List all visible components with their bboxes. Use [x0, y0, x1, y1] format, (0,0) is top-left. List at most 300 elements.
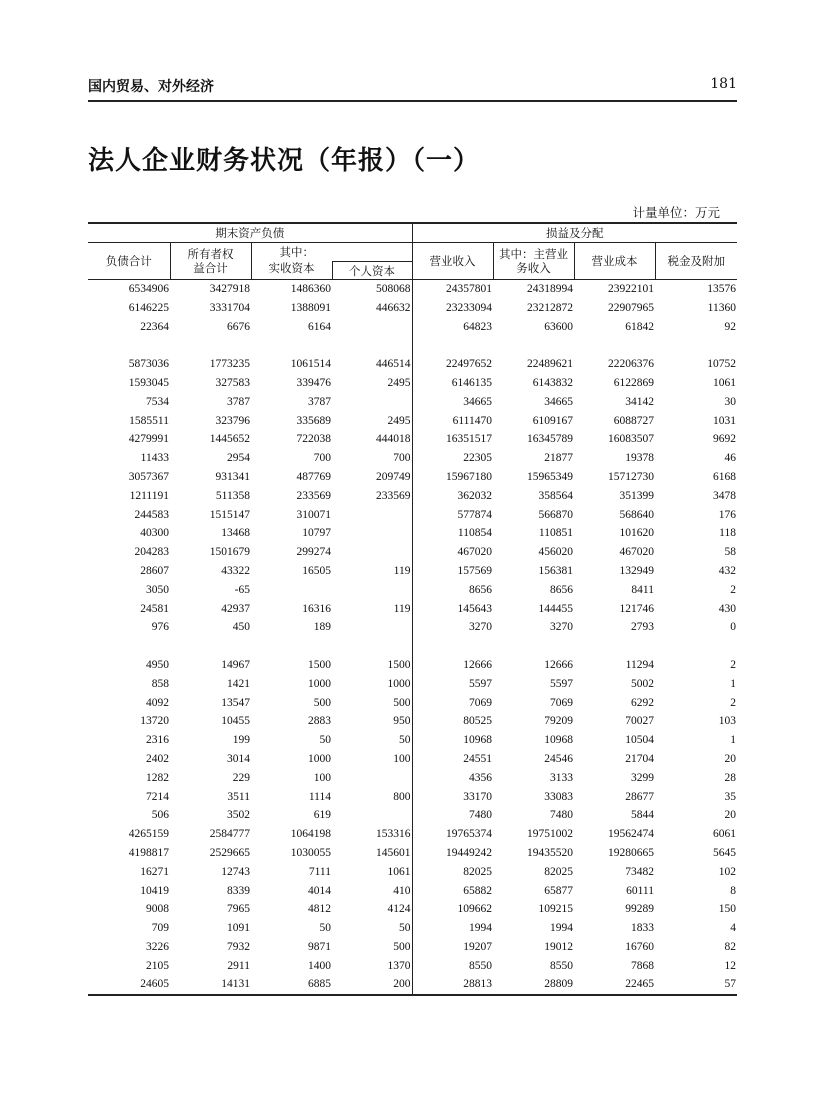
table-cell: 22305 — [412, 449, 493, 468]
table-cell: 1211191 — [129, 489, 169, 502]
table-cell: 19378 — [625, 452, 654, 465]
table-row — [88, 675, 737, 694]
table-cell: 16271 — [140, 865, 169, 878]
table-row — [88, 581, 737, 600]
table-cell: 189 — [313, 621, 331, 634]
table-cell: 19765374 — [412, 825, 493, 844]
table-cell: 145601 — [376, 846, 411, 859]
table-cell: 200 — [332, 975, 412, 995]
table-cell: 467020 — [412, 543, 493, 562]
table-cell: 46 — [724, 452, 736, 465]
table-cell: 42937 — [221, 602, 250, 615]
table-cell: 467020 — [619, 546, 654, 559]
table-cell: 3133 — [550, 771, 573, 784]
table-cell: 1061514 — [290, 358, 331, 371]
table-row — [88, 863, 737, 882]
table-cell: 4279991 — [128, 433, 169, 446]
table-cell: 410 — [393, 884, 411, 897]
table-cell: 19449242 — [412, 844, 493, 863]
table-cell: 100 — [393, 752, 411, 765]
table-cell: 1061 — [713, 376, 736, 389]
table-cell — [251, 637, 332, 656]
table-row — [88, 600, 737, 619]
table-cell: 4 — [730, 922, 736, 935]
table-cell: 24546 — [544, 752, 573, 765]
table-cell: 1500 — [308, 658, 331, 671]
table-cell: 6143832 — [532, 376, 573, 389]
table-cell: 2105 — [146, 959, 169, 972]
table-cell: 57 — [655, 975, 737, 995]
table-cell: 8339 — [227, 884, 250, 897]
table-cell: 204283 — [134, 546, 169, 559]
table-row — [88, 449, 737, 468]
table-cell: 79209 — [544, 715, 573, 728]
table-row — [88, 656, 737, 675]
table-cell: 33170 — [412, 788, 493, 807]
table-row — [88, 618, 737, 637]
table-cell — [332, 769, 412, 788]
table-row — [88, 637, 737, 656]
table-cell: 73482 — [625, 865, 654, 878]
table-cell: 2954 — [227, 452, 250, 465]
table-row — [88, 788, 737, 807]
table-cell: 3331704 — [209, 301, 250, 314]
table-cell: 12666 — [544, 658, 573, 671]
col-header-of-which — [251, 243, 412, 262]
table-cell: 6109167 — [532, 414, 573, 427]
col-header-total-liabilities: 负债合计 — [88, 243, 170, 280]
table-cell: 109662 — [412, 900, 493, 919]
table-cell: 199 — [232, 734, 250, 747]
table-cell: 709 — [151, 922, 169, 935]
table-cell: 3787 — [227, 395, 250, 408]
table-cell: 23233094 — [412, 299, 493, 318]
table-cell: 511358 — [215, 489, 250, 502]
table-cell: 7534 — [146, 395, 169, 408]
table-cell: 19562474 — [608, 828, 654, 841]
table-cell: 7480 — [412, 806, 493, 825]
table-cell: 2 — [730, 696, 736, 709]
table-cell: 3226 — [146, 940, 169, 953]
table-cell: 58 — [724, 546, 736, 559]
table-cell — [655, 336, 737, 355]
table-cell: 103 — [718, 715, 736, 728]
table-row — [88, 806, 737, 825]
table-cell: 1421 — [227, 677, 250, 690]
table-cell: 10968 — [412, 731, 493, 750]
table-cell: 24357801 — [412, 280, 493, 299]
table-cell: 145643 — [412, 600, 493, 619]
table-cell: 700 — [393, 452, 411, 465]
table-cell: 6676 — [227, 320, 250, 333]
table-cell: 64823 — [412, 318, 493, 337]
table-cell: 9692 — [713, 433, 736, 446]
table-cell: 10797 — [302, 527, 331, 540]
table-cell: 15967180 — [412, 468, 493, 487]
table-cell — [332, 524, 412, 543]
table-cell: 150 — [718, 903, 736, 916]
table-cell — [332, 618, 412, 637]
page-number: 181 — [710, 76, 737, 92]
table-cell: 2584777 — [209, 828, 250, 841]
table-row — [88, 731, 737, 750]
table-cell: 508068 — [376, 283, 411, 295]
table-cell: 21877 — [544, 452, 573, 465]
table-row — [88, 524, 737, 543]
table-cell: 487769 — [296, 470, 331, 483]
table-cell: 2883 — [308, 715, 331, 728]
table-cell: 335689 — [296, 414, 331, 427]
table-cell: 109215 — [538, 903, 573, 916]
table-cell: 500 — [393, 940, 411, 953]
table-cell: 8550 — [412, 957, 493, 976]
table-cell: 6111470 — [412, 412, 493, 431]
table-cell: -65 — [234, 583, 250, 596]
col-header-owners-equity: 所有者权益合计 — [170, 243, 251, 280]
table-cell: 30 — [724, 395, 736, 408]
table-cell: 10455 — [221, 715, 250, 728]
table-cell: 14967 — [221, 658, 250, 671]
table-cell: 7932 — [227, 940, 250, 953]
table-cell — [332, 393, 412, 412]
table-cell: 7111 — [308, 865, 331, 878]
table-cell: 34665 — [412, 393, 493, 412]
table-cell: 22907965 — [608, 301, 654, 314]
table-row — [88, 355, 737, 374]
table-cell: 5002 — [631, 677, 654, 690]
table-cell: 118 — [719, 527, 736, 540]
table-cell: 1445652 — [209, 433, 250, 446]
table-row — [88, 318, 737, 337]
table-cell: 61842 — [625, 320, 654, 333]
table-cell: 5597 — [412, 675, 493, 694]
table-cell — [332, 506, 412, 525]
table-cell: 500 — [393, 696, 411, 709]
table-cell: 3299 — [631, 771, 654, 784]
table-row — [88, 957, 737, 976]
table-cell: 3427918 — [209, 283, 250, 295]
table-cell: 2793 — [631, 621, 654, 634]
table-cell: 310071 — [296, 508, 331, 521]
table-cell: 22489621 — [527, 358, 573, 371]
table-cell: 8550 — [550, 959, 573, 972]
table-cell: 10419 — [140, 884, 169, 897]
col-header-revenue: 营业收入 — [412, 243, 493, 280]
col-header-paid-in-capital: 实收资本 — [251, 262, 332, 280]
table-cell: 82 — [724, 940, 736, 953]
table-cell: 976 — [151, 621, 169, 634]
table-cell: 1994 — [550, 922, 573, 935]
table-cell: 13576 — [707, 283, 736, 295]
group-header-profit: 损益及分配 — [412, 223, 737, 243]
table-header — [88, 223, 737, 280]
table-cell: 6164 — [308, 320, 331, 333]
table-cell: 22465 — [574, 975, 655, 995]
table-cell: 101620 — [619, 527, 654, 540]
table-cell: 156381 — [538, 564, 573, 577]
table-cell: 20 — [724, 752, 736, 765]
table-cell: 7214 — [146, 790, 169, 803]
table-cell: 12666 — [412, 656, 493, 675]
table-cell: 1400 — [308, 959, 331, 972]
table-cell: 119 — [393, 564, 411, 577]
table-cell: 15712730 — [608, 470, 654, 483]
table-row — [88, 919, 737, 938]
page-title: 法人企业财务状况（年报）（一） — [88, 146, 481, 176]
table-cell — [170, 336, 251, 355]
table-cell: 299274 — [296, 546, 331, 559]
table-cell: 10752 — [707, 358, 736, 371]
table-cell: 446514 — [376, 358, 411, 371]
table-cell: 8411 — [631, 583, 654, 596]
table-cell: 4014 — [308, 884, 331, 897]
table-cell: 157569 — [412, 562, 493, 581]
table-cell: 10968 — [544, 734, 573, 747]
table-cell: 3787 — [308, 395, 331, 408]
table-cell: 1370 — [387, 959, 411, 972]
table-cell: 6168 — [713, 470, 736, 483]
table-cell: 3057367 — [128, 470, 169, 483]
table-cell: 22364 — [140, 320, 169, 333]
table-cell: 351399 — [619, 489, 654, 502]
table-cell: 323796 — [215, 414, 250, 427]
table-row — [88, 938, 737, 957]
table-cell: 209749 — [376, 470, 411, 483]
table-cell: 500 — [313, 696, 331, 709]
table-cell: 6088727 — [613, 414, 654, 427]
table-cell: 19280665 — [608, 846, 654, 859]
table-cell: 4356 — [412, 769, 493, 788]
table-cell: 577874 — [412, 506, 493, 525]
table-cell: 23212872 — [527, 301, 573, 314]
table-row — [88, 393, 737, 412]
table-cell: 34665 — [544, 395, 573, 408]
table-cell: 92 — [724, 320, 736, 333]
table-cell: 24551 — [412, 750, 493, 769]
table-row — [88, 299, 737, 318]
table-cell: 6122869 — [613, 376, 654, 389]
table-cell: 119 — [393, 602, 411, 615]
table-cell: 1500 — [387, 658, 411, 671]
table-row — [88, 900, 737, 919]
table-cell: 3478 — [713, 489, 736, 502]
table-cell: 1593045 — [128, 376, 169, 389]
table-cell — [412, 336, 493, 355]
table-cell: 110851 — [538, 527, 573, 540]
table-cell: 82025 — [544, 865, 573, 878]
unit-label: 计量单位：万元 — [632, 205, 720, 220]
table-cell: 7965 — [227, 903, 250, 916]
table-cell: 1000 — [308, 752, 331, 765]
table-cell: 110854 — [412, 524, 493, 543]
table-cell — [332, 806, 412, 825]
table-cell: 8656 — [412, 581, 493, 600]
table-cell: 362032 — [412, 487, 493, 506]
table-cell: 5873036 — [128, 358, 169, 371]
table-cell — [88, 336, 170, 355]
table-row — [88, 562, 737, 581]
table-cell: 2 — [730, 658, 736, 671]
table-cell: 4092 — [146, 696, 169, 709]
table-cell: 1501679 — [209, 546, 250, 559]
table-cell: 3014 — [227, 752, 250, 765]
table-cell: 7069 — [412, 694, 493, 713]
table-row — [88, 769, 737, 788]
table-cell: 60111 — [626, 884, 654, 897]
table-row — [88, 487, 737, 506]
table-row — [88, 430, 737, 449]
table-row — [88, 506, 737, 525]
table-cell: 50 — [399, 922, 411, 935]
table-cell: 8656 — [550, 583, 573, 596]
table-cell: 9871 — [308, 940, 331, 953]
table-cell: 28677 — [625, 790, 654, 803]
table-cell: 931341 — [215, 470, 250, 483]
col-header-personal-capital: 个人资本 — [332, 262, 412, 280]
table-cell: 5597 — [550, 677, 573, 690]
table-cell: 506 — [151, 809, 169, 822]
table-cell: 82025 — [412, 863, 493, 882]
table-cell: 13468 — [221, 527, 250, 540]
table-cell — [493, 637, 574, 656]
table-cell: 229 — [232, 771, 250, 784]
table-cell: 16083507 — [608, 433, 654, 446]
table-cell: 5844 — [631, 809, 654, 822]
table-cell: 102 — [718, 865, 736, 878]
table-cell — [332, 581, 412, 600]
table-cell: 568640 — [619, 508, 654, 521]
table-cell: 19012 — [544, 940, 573, 953]
table-cell: 244583 — [134, 508, 169, 521]
table-cell: 700 — [313, 452, 331, 465]
table-cell: 2 — [730, 583, 736, 596]
table-row — [88, 825, 737, 844]
table-cell: 1773235 — [209, 358, 250, 371]
table-row — [88, 336, 737, 355]
table-cell: 70027 — [625, 715, 654, 728]
table-cell: 1994 — [412, 919, 493, 938]
table-cell: 7069 — [550, 696, 573, 709]
table-row — [88, 694, 737, 713]
table-cell: 28607 — [140, 564, 169, 577]
col-header-taxes: 税金及附加 — [655, 243, 737, 280]
table-cell: 444018 — [376, 433, 411, 446]
table-cell: 20 — [724, 809, 736, 822]
col-header-main-revenue: 其中：主营业务收入 — [493, 243, 574, 280]
table-cell: 430 — [718, 602, 736, 615]
table-cell — [332, 637, 412, 656]
table-cell: 16345789 — [527, 433, 573, 446]
table-cell: 1486360 — [290, 283, 331, 295]
of-which-label: 其中： — [279, 245, 314, 259]
table-cell: 233569 — [296, 489, 331, 502]
table-cell: 34142 — [625, 395, 654, 408]
table-cell: 1585511 — [129, 414, 169, 427]
table-cell: 13720 — [140, 715, 169, 728]
table-cell: 19435520 — [527, 846, 573, 859]
financial-table — [88, 222, 737, 996]
table-cell — [574, 637, 655, 656]
table-cell: 2529665 — [209, 846, 250, 859]
table-cell: 619 — [313, 809, 331, 822]
table-cell: 1091 — [227, 922, 250, 935]
table-cell: 1388091 — [290, 301, 331, 314]
table-cell: 19207 — [412, 938, 493, 957]
table-cell — [574, 336, 655, 355]
table-cell: 6292 — [631, 696, 654, 709]
table-cell: 6146225 — [128, 301, 169, 314]
table-cell: 233569 — [376, 489, 411, 502]
table-cell: 6061 — [713, 828, 736, 841]
table-cell: 7480 — [550, 809, 573, 822]
table-row — [88, 374, 737, 393]
table-row — [88, 882, 737, 901]
table-row — [88, 412, 737, 431]
table-cell: 4198817 — [128, 846, 169, 859]
table-cell: 24605 — [88, 975, 170, 995]
table-cell: 2495 — [387, 414, 411, 427]
table-cell — [655, 637, 737, 656]
table-cell: 1000 — [308, 677, 331, 690]
table-cell: 327583 — [215, 376, 250, 389]
table-cell — [251, 336, 332, 355]
table-cell: 16760 — [625, 940, 654, 953]
table-row — [88, 712, 737, 731]
table-cell: 13547 — [221, 696, 250, 709]
table-cell: 2402 — [146, 752, 169, 765]
table-cell: 1030055 — [290, 846, 331, 859]
table-cell: 132949 — [619, 564, 654, 577]
table-cell: 1282 — [146, 771, 169, 784]
table-cell: 6534906 — [128, 283, 169, 295]
table-cell: 1064198 — [290, 828, 331, 841]
table-cell: 50 — [319, 734, 331, 747]
table-cell: 24318994 — [527, 283, 573, 295]
table-cell: 121746 — [619, 602, 654, 615]
table-cell: 9008 — [146, 903, 169, 916]
table-cell: 950 — [393, 715, 411, 728]
table-cell: 3050 — [146, 583, 169, 596]
table-cell: 456020 — [538, 546, 573, 559]
table-cell: 23922101 — [608, 283, 654, 295]
table-cell: 3511 — [227, 790, 250, 803]
table-cell: 1000 — [387, 677, 411, 690]
table-cell — [251, 581, 332, 600]
table-cell: 3270 — [550, 621, 573, 634]
table-cell: 15965349 — [527, 470, 573, 483]
table-cell: 4265159 — [128, 828, 169, 841]
table-cell: 8 — [730, 884, 736, 897]
table-cell: 16316 — [302, 602, 331, 615]
table-cell: 1833 — [631, 922, 654, 935]
table-cell: 16505 — [302, 564, 331, 577]
table-cell: 3270 — [412, 618, 493, 637]
table-cell — [493, 336, 574, 355]
table-cell: 2495 — [387, 376, 411, 389]
table-cell: 339476 — [296, 376, 331, 389]
table-cell: 358564 — [538, 489, 573, 502]
table-cell: 28809 — [493, 975, 574, 995]
table-cell: 22206376 — [608, 358, 654, 371]
table-cell: 432 — [718, 564, 736, 577]
table-cell — [88, 637, 170, 656]
table-cell: 446632 — [376, 301, 411, 314]
table-cell: 6146135 — [412, 374, 493, 393]
table-cell: 24581 — [140, 602, 169, 615]
table-cell: 566870 — [538, 508, 573, 521]
table-cell: 4812 — [308, 903, 331, 916]
group-header-assets: 期末资产负债 — [88, 223, 412, 243]
